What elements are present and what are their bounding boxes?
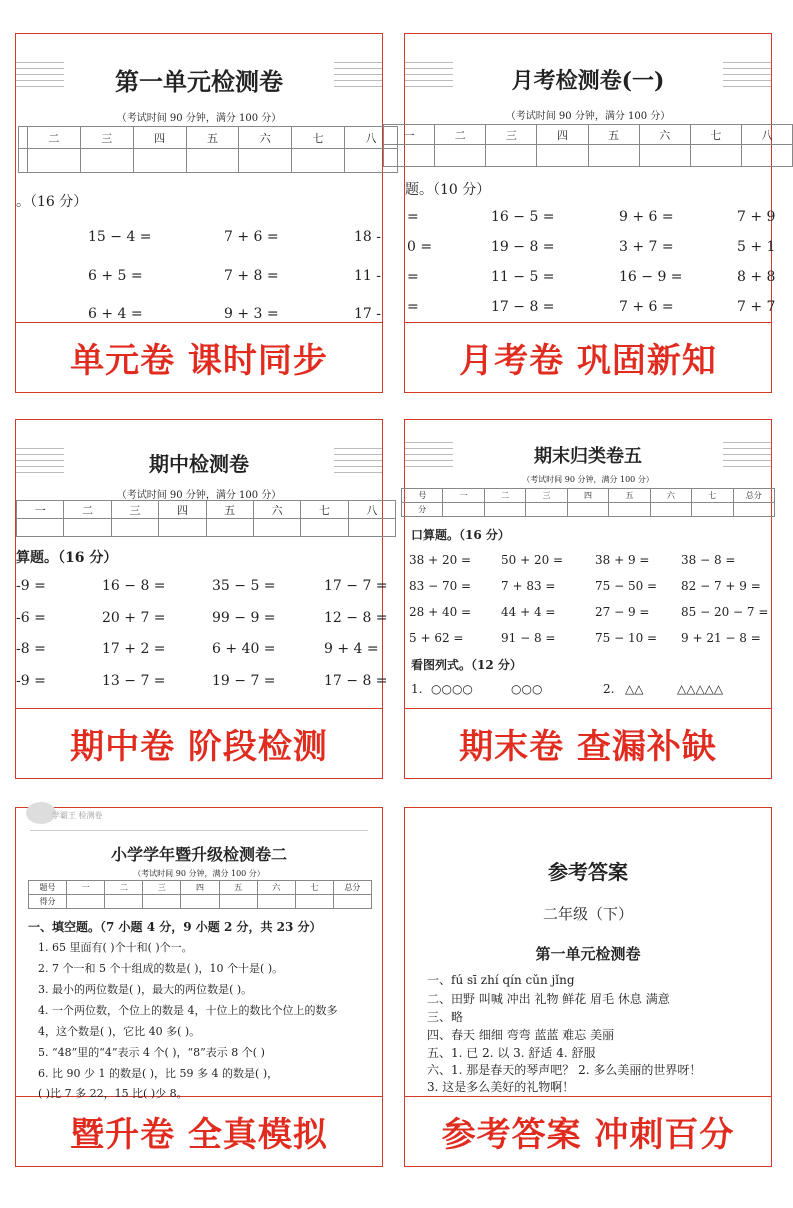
card-banner: 期中卷 阶段检测 [70,726,328,767]
question-line: ( )比 7 多 22，15 比( )少 8。 [38,1087,188,1100]
question-line: 5. “48”里的“4”表示 4 个( )，“8”表示 8 个( ) [38,1046,265,1059]
card-answer-key[interactable] [404,807,772,1167]
score-table: 号 一 二 三 四 五 六 七 总分 分 [401,488,775,517]
problem-row: 38 + 20 = 50 + 20 = 38 + 9 = 38 − 8 = [409,553,736,567]
answer-line: 一、fú sī zhí qín cǔn jǐng [427,973,575,987]
card-monthly-test[interactable] [403,33,776,393]
score-table: 一 二 三 四 五 六 七 八 [16,500,396,537]
problem-row: = 11 − 5 = 16 − 9 = 8 + 8 [407,269,776,285]
paper-title: 参考答案 [548,860,628,884]
question-line: 1. 65 里面有( )个十和( )个一。 [38,941,193,954]
paper-preview [405,808,771,1097]
card-banner: 期末卷 查漏补缺 [459,726,717,767]
paper-title: 月考检测卷(一) [511,68,665,94]
paper-title: 期中检测卷 [149,452,249,476]
paper-subtitle: （考试时间 90 分钟，满分 100 分） [116,490,282,501]
problem-row: = 16 − 5 = 9 + 6 = 7 + 9 [407,209,776,225]
paper-preview [16,420,388,709]
paper-subtitle: （考试时间 90 分钟，满分 100 分） [505,111,671,122]
answer-line: 三、略 [427,1010,464,1024]
question-line: 4. 一个两位数，个位上的数是 4，十位上的数比个位上的数多 [38,1004,338,1017]
question-line: 4，这个数是( )，它比 40 多( )。 [38,1025,201,1038]
card-unit-test[interactable] [15,33,383,393]
paper-title: 第一单元检测卷 [115,67,283,96]
problem-row: 6 + 5 = 7 + 8 = 11 - [88,268,381,284]
paper-preview [403,34,776,323]
section-heading: 。（16 分） [16,194,88,210]
problem-row: -8 = 17 + 2 = 6 + 40 = 9 + 4 = [16,641,379,657]
score-table: 题号 一 二 三 四 五 六 七 总分 得分 [28,880,372,909]
card-banner: 参考答案 冲刺百分 [441,1114,735,1155]
problem-row: -9 = 16 − 8 = 35 − 5 = 17 − 7 = [16,578,388,594]
problem-row: 28 + 40 = 44 + 4 = 27 − 9 = 85 − 20 − 7 = [409,605,769,619]
question-line: 3. 最小的两位数是( )，最大的两位数是( )。 [38,983,253,996]
section-heading: 题。（10 分） [405,182,491,198]
score-table: 二 三 四 五 六 七 八 [18,126,398,173]
problem-row: 0 = 19 − 8 = 3 + 7 = 5 + 1 [407,239,776,255]
logo-text: 学霸王 检测卷 [52,811,103,820]
paper-subtitle: （考试时间 90 分钟，满分 100 分） [522,475,654,484]
answer-line: 六、1. 那是春天的琴声吧？ 2. 多么美丽的世界呀！ [427,1063,702,1077]
card-promotion-test[interactable] [15,807,383,1167]
section-heading: 口算题。（16 分） [411,528,510,542]
paper-preview [16,34,382,323]
answer-line: 四、春天 细细 弯弯 蓝蓝 难忘 美丽 [427,1028,615,1042]
answer-line: 3. 这是多么美好的礼物啊！ [427,1080,575,1094]
card-banner: 暨升卷 全真模拟 [70,1114,328,1155]
problem-row: -6 = 20 + 7 = 99 − 9 = 12 − 8 = [16,610,388,626]
unit-heading: 第一单元检测卷 [535,945,641,963]
paper-title: 小学学年暨升级检测卷二 [110,845,287,864]
problem-row: 83 − 70 = 7 + 83 = 75 − 50 = 82 − 7 + 9 = [409,579,761,593]
problem-row: = 17 − 8 = 7 + 6 = 7 + 7 [407,299,776,315]
section-heading: 一、填空题。（7 小题 4 分，9 小题 2 分，共 23 分） [28,920,322,934]
problem-row: -9 = 13 − 7 = 19 − 7 = 17 − 8 = [16,673,388,689]
score-table: 一 二 三 四 五 六 七 八 [383,124,793,167]
card-final-test[interactable] [404,419,772,779]
paper-subtitle: （考试时间 90 分钟，满分 100 分） [133,869,265,878]
question-line: 6. 比 90 少 1 的数是( )，比 59 多 4 的数是( )， [38,1067,279,1080]
problem-row: 6 + 4 = 9 + 3 = 17 - [88,306,381,322]
problem-row: 15 − 4 = 7 + 6 = 18 - [88,229,381,245]
problem-row: 5 + 62 = 91 − 8 = 75 − 10 = 9 + 21 − 8 = [409,631,761,645]
answer-line: 五、1. 已 2. 以 3. 舒适 4. 舒服 [427,1046,596,1060]
shapes-row: 1. ○○○○ ○○○ 2. △△ △△△△△ [411,682,724,696]
paper-subtitle: （考试时间 90 分钟，满分 100 分） [116,113,282,124]
paper-preview [405,420,771,709]
card-banner: 月考卷 巩固新知 [459,340,717,381]
grade-label: 二年级（下） [542,905,633,923]
paper-title: 期末归类卷五 [534,446,642,467]
question-line: 2. 7 个一和 5 个十组成的数是( )，10 个十是( )。 [38,962,284,975]
section-heading: 看图列式。（12 分） [411,658,522,672]
answer-line: 二、田野 叫喊 冲出 礼物 鲜花 眉毛 休息 满意 [427,992,670,1006]
section-heading: 算题。（16 分） [16,550,118,566]
paper-preview [16,808,382,1100]
divider [30,830,368,831]
card-midterm-test[interactable] [15,419,388,779]
card-banner: 单元卷 课时同步 [70,340,328,381]
